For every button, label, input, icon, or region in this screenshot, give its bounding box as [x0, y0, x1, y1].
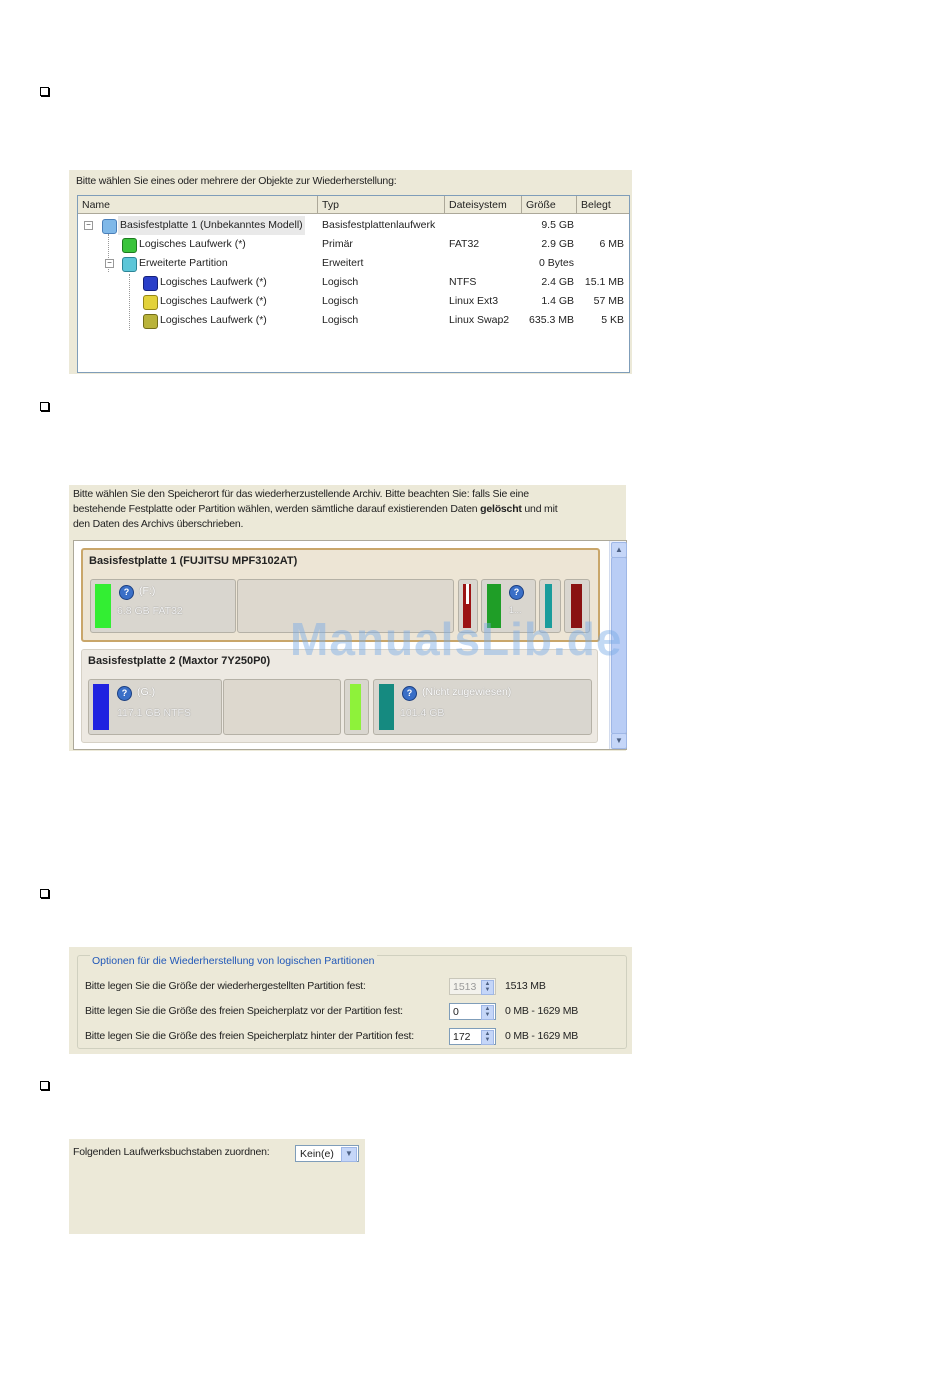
partition-size-label: Bitte legen Sie die Größe der wiederhergestellten Partition fest: — [85, 980, 366, 992]
row-type: Logisch — [322, 276, 359, 288]
restore-objects-prompt: Bitte wählen Sie eines oder mehrere der Objekte zur Wiederherstellung: — [76, 175, 397, 187]
restore-options-panel — [69, 947, 632, 1054]
yellow-drive-icon — [143, 295, 158, 310]
collapse-icon[interactable]: − — [105, 259, 114, 268]
partition-color-bar — [379, 684, 394, 730]
row-name: Logisches Laufwerk (*) — [160, 295, 267, 307]
row-used: 57 MB — [593, 295, 624, 307]
partition-size-stepper[interactable] — [449, 978, 496, 995]
restore-objects-list[interactable] — [77, 195, 630, 373]
column-header-type[interactable]: Typ — [318, 196, 445, 214]
help-icon: ? — [117, 686, 132, 701]
row-filesystem: FAT32 — [449, 238, 480, 250]
row-type: Primär — [322, 238, 353, 250]
row-size: 9.5 GB — [541, 219, 574, 231]
space-before-range: 0 MB - 1629 MB — [505, 1005, 579, 1017]
row-used: 5 KB — [601, 314, 624, 326]
row-size: 0 Bytes — [538, 257, 574, 269]
stepper-arrows-icon[interactable]: ▲ ▼ — [481, 980, 494, 995]
stepper-value: 1513 — [453, 981, 477, 993]
partition-label: (F:) — [139, 585, 156, 597]
disk-2-partition-lime[interactable] — [344, 679, 369, 735]
partition-info: 101.4 GB — [400, 707, 445, 719]
scroll-down-icon[interactable]: ▼ — [611, 733, 627, 749]
help-icon: ? — [119, 585, 134, 600]
tree-row-partition[interactable] — [78, 311, 629, 330]
row-size: 2.9 GB — [541, 238, 574, 250]
column-header-size[interactable]: Größe — [522, 196, 577, 214]
partition-color-bar — [95, 584, 111, 628]
stepper-value: 172 — [453, 1031, 471, 1043]
tree-row-partition[interactable] — [78, 235, 629, 254]
chevron-down-icon[interactable]: ▼ — [341, 1147, 357, 1162]
partition-color-bar — [93, 684, 109, 730]
row-size: 2.4 GB — [541, 276, 574, 288]
bullet-1 — [40, 87, 49, 96]
column-header-used[interactable]: Belegt — [577, 196, 629, 214]
stepper-arrows-icon[interactable]: ▲ ▼ — [481, 1030, 494, 1045]
row-filesystem: Linux Swap2 — [449, 314, 510, 326]
watermark: ManualsLib.de — [290, 613, 623, 665]
partition-label: (Nicht zugewiesen) — [422, 686, 512, 698]
column-header-filesystem[interactable]: Dateisystem — [445, 196, 522, 214]
space-before-stepper[interactable] — [449, 1003, 496, 1020]
drive-letter-panel — [69, 1139, 365, 1234]
partition-color-bar — [350, 684, 361, 730]
partition-info: 1... — [509, 605, 522, 615]
target-prompt-line-3: den Daten des Archivs überschrieben. — [73, 518, 244, 530]
row-name: Logisches Laufwerk (*) — [160, 314, 267, 326]
row-used: 6 MB — [599, 238, 624, 250]
row-size: 1.4 GB — [541, 295, 574, 307]
tree-row-disk[interactable] — [78, 216, 629, 235]
partition-size-range: 1513 MB — [505, 980, 546, 992]
collapse-icon[interactable]: − — [84, 221, 93, 230]
row-type: Logisch — [322, 295, 359, 307]
bullet-2 — [40, 402, 49, 411]
row-name: Basisfestplatte 1 (Unbekanntes Modell) — [118, 216, 305, 235]
green-drive-icon — [122, 238, 137, 253]
row-filesystem: Linux Ext3 — [449, 295, 499, 307]
blue-drive-icon — [143, 276, 158, 291]
row-name: Logisches Laufwerk (*) — [160, 276, 267, 288]
partition-info: 117.1 GB NTFS — [117, 707, 191, 719]
space-after-range: 0 MB - 1629 MB — [505, 1030, 579, 1042]
drive-letter-select[interactable] — [295, 1145, 359, 1162]
options-group — [77, 955, 627, 1049]
row-type: Basisfestplattenlaufwerk — [322, 219, 436, 231]
bullet-3 — [40, 889, 49, 898]
target-prompt-line-2: bestehende Festplatte oder Partition wählen, werden sämtliche darauf existierenden Daten gelöscht und mit — [73, 503, 558, 515]
help-icon: ? — [402, 686, 417, 701]
partition-fill — [466, 584, 469, 604]
disk-2-title: Basisfestplatte 2 (Maxtor 7Y250P0) — [88, 655, 271, 667]
stepper-value: 0 — [453, 1006, 459, 1018]
scroll-up-icon[interactable]: ▲ — [611, 542, 627, 558]
disk-1-partition-f[interactable] — [90, 579, 236, 633]
disk-2-unallocated[interactable] — [373, 679, 592, 735]
tree-row-partition[interactable] — [78, 292, 629, 311]
disk-1-title: Basisfestplatte 1 (FUJITSU MPF3102AT) — [89, 555, 298, 567]
tree-row-extended[interactable] — [78, 254, 629, 273]
partition-info: 6.8 GB FAT32 — [117, 605, 183, 617]
stepper-arrows-icon[interactable]: ▲ ▼ — [481, 1005, 494, 1020]
row-used: 15.1 MB — [584, 276, 624, 288]
target-prompt-line-1: Bitte wählen Sie den Speicherort für das wiederherzustellende Archiv. Bitte beachten Sie: falls Sie eine — [73, 488, 529, 500]
drive-letter-label: Folgenden Laufwerksbuchstaben zuordnen: — [73, 1146, 270, 1158]
row-type: Logisch — [322, 314, 359, 326]
row-type: Erweitert — [322, 257, 364, 269]
olive-drive-icon — [143, 314, 158, 329]
select-value: Kein(e) — [300, 1148, 334, 1160]
column-header-name[interactable]: Name — [78, 196, 318, 214]
extended-partition-icon — [122, 257, 137, 272]
row-size: 635.3 MB — [529, 314, 574, 326]
row-name: Erweiterte Partition — [139, 257, 228, 269]
partition-label: (G:) — [137, 686, 156, 698]
row-filesystem: NTFS — [449, 276, 477, 288]
row-name: Logisches Laufwerk (*) — [139, 238, 246, 250]
disk-2-unused-area[interactable] — [223, 679, 341, 735]
space-after-label: Bitte legen Sie die Größe des freien Speicherplatz hinter der Partition fest: — [85, 1030, 414, 1042]
disk-icon — [102, 219, 117, 234]
restore-objects-panel — [69, 170, 632, 374]
bullet-4 — [40, 1081, 49, 1090]
disk-2-partition-g[interactable] — [88, 679, 222, 735]
space-after-stepper[interactable] — [449, 1028, 496, 1045]
options-group-title: Optionen für die Wiederherstellung von logischen Partitionen — [92, 955, 375, 967]
tree-row-partition[interactable] — [78, 273, 629, 292]
help-icon: ? — [509, 585, 524, 600]
space-before-label: Bitte legen Sie die Größe des freien Speicherplatz vor der Partition fest: — [85, 1005, 403, 1017]
